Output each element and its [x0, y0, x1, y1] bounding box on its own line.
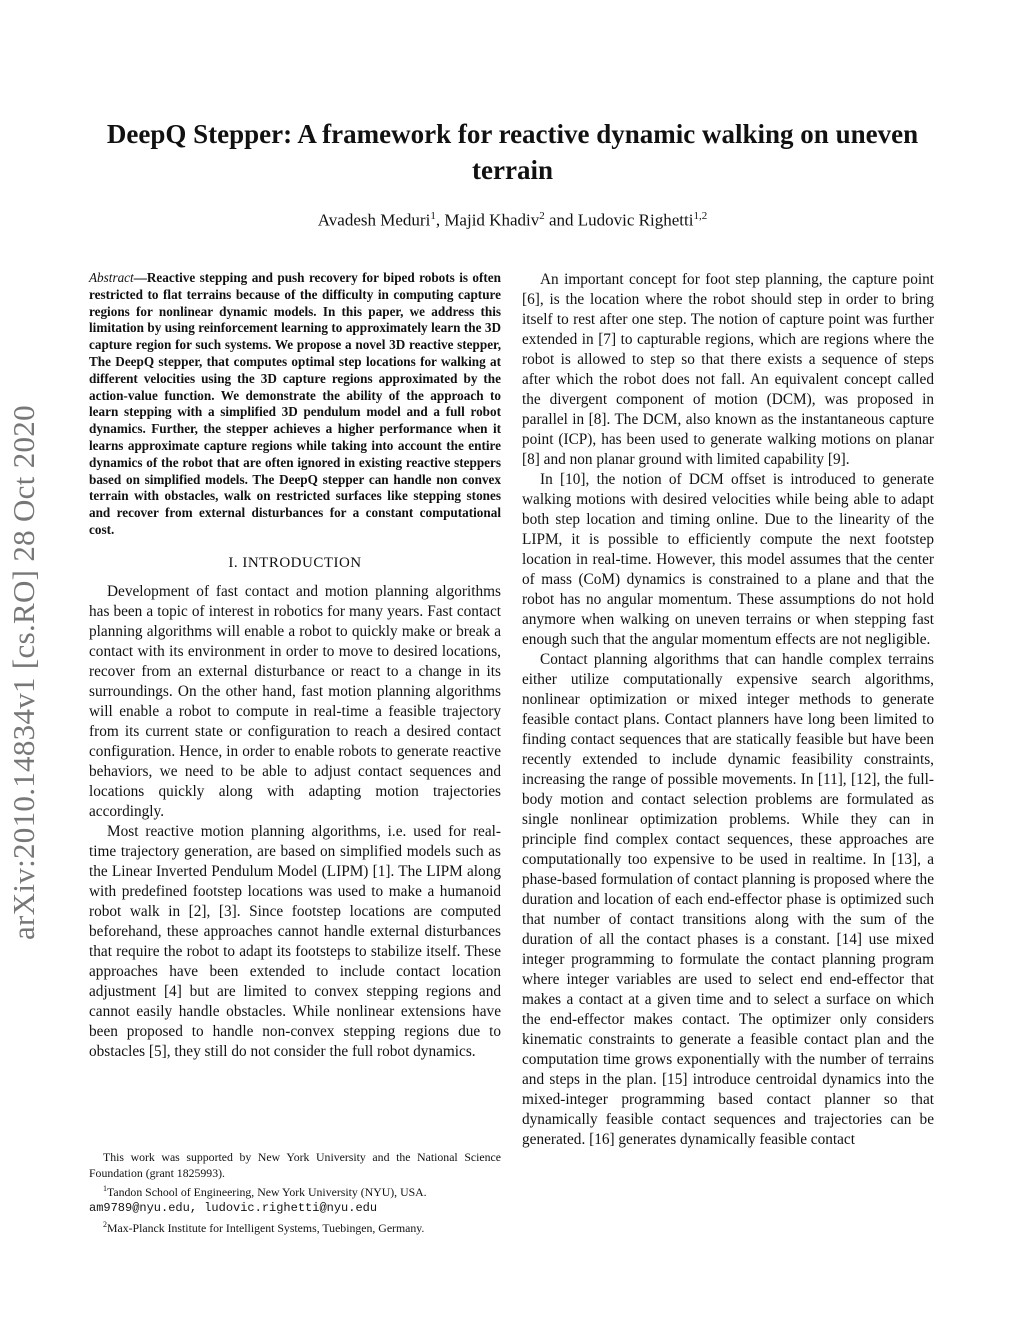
paragraph: An important concept for foot step planning, the capture point [6], is the location where the robot should step in order to bring itself to rest after one step. The notion of capture point was further extended in [7] to capturable regions, which are regions where the robot is allowed to step so that there exists a sequence of steps after which the robot does not fall. An equivalent concept called the divergent component of motion (DCM), was proposed in parallel in [8]. The DCM, also known as the instantaneous capture point (ICP), has been used to generate walking motions on planar [8] and non planar ground with limited capability [9]. [522, 271, 934, 468]
abstract-dash: — [133, 270, 147, 285]
affiliation-mark: 2 [103, 1219, 107, 1229]
author-name: , Majid Khadiv [435, 210, 540, 230]
affiliation-note [89, 1217, 501, 1236]
paragraph: In [10], the notion of DCM offset is introduced to generate walking motions with desired velocities while being able to adapt both step location and timing online. Due to the linearity of the LIPM, it is possible to efficiently compute the next footstep location in real-time. However, this model assumes that the center of mass (CoM) dynamics is constrained to a plane and that the robot has no angular momentum. These assumptions do not hold anymore when walking on uneven terrains or when stepping fast enough such that the angular momentum effects are not negligible. [522, 471, 934, 648]
author-name: Avadesh Meduri [317, 210, 431, 230]
affiliation-mark: 1 [103, 1184, 107, 1193]
footnotes [89, 1150, 501, 1236]
arxiv-stamp: arXiv:2010.14834v1 [cs.RO] 28 Oct 2020 [6, 405, 41, 940]
affiliation-mark: 1,2 [693, 210, 708, 222]
affiliation-note [89, 1181, 501, 1200]
paper-title: DeepQ Stepper: A framework for reactive dynamic walking on uneven terrain [106, 119, 919, 185]
author-emails[interactable]: am9789@nyu.edu, ludovic.righetti@nyu.edu [89, 1201, 378, 1216]
author-line [90, 210, 935, 231]
affiliation-mark: 2 [539, 210, 545, 222]
author-name: and Ludovic Righetti [544, 210, 694, 230]
paragraph: Most reactive motion planning algorithms, i.e. used for real-time trajectory generation, are based on simplified models such as the Linear Inverted Pendulum Model (LIPM) [1]. The LIPM along with predefined footstep locations was used to make a humanoid robot walk in [2], [3]. Since footstep locations are computed beforehand, these approaches cannot handle external disturbances that require the robot to adapt its footsteps to stabilize itself. These approaches have been extended to include contact location adjustment [4] but are limited to convex stepping regions and cannot easily handle obstacles. While nonlinear extensions have been proposed to handle non-convex stepping regions due to obstacles [5], they still do not consider the full robot dynamics. [89, 822, 501, 1060]
abstract [89, 270, 501, 539]
left-column [89, 270, 501, 1062]
affiliation-text: Tandon School of Engineering, New York University (NYU), USA. [107, 1184, 427, 1199]
paragraph: Development of fast contact and motion planning algorithms has been a topic of interest in robotics for many years. Fast contact planning algorithms will enable a robot to quickly make or break a contact with its environment in order to move to desired locations, recover from an external disturbance or react to a change in its surroundings. On the other hand, fast motion planning algorithms will enable a robot to compute in real-time a feasible trajectory from its current state or configuration to reach a desired contact configuration. Hence, in order to enable robots to generate reactive behaviors, we need to be able to adjust contact sequences and locations quickly along with adapting motion trajectories accordingly. [89, 582, 501, 820]
section-heading: I. INTRODUCTION [228, 554, 362, 571]
funding-note: This work was supported by New York University and the National Science Foundation (grant 1825993). [89, 1150, 501, 1180]
abstract-label: Abstract [89, 270, 134, 285]
abstract-text: Reactive stepping and push recovery for biped robots is often restricted to flat terrains because of the difficulty in computing capture regions for nonlinear dynamic models. In this paper, we address this limitation by using reinforcement learning to approximately learn the 3D capture region for such systems. We propose a novel 3D reactive stepper, The DeepQ stepper, that computes optimal step locations for walking at different velocities using the 3D capture regions approximated by the action-value function. We demonstrate the ability of the approach to learn stepping with a simplified 3D pendulum model and a full robot dynamics. Further, the stepper achieves a higher performance when it learns approximate capture regions while taking into account the entire dynamics of the robot that are often ignored in existing reactive steppers based on simplified models. The DeepQ stepper can handle non convex terrain with obstacles, walk on restricted surfaces like stepping stones and recover from external disturbances for a constant computational cost. [89, 270, 501, 537]
email-line [89, 1200, 501, 1217]
paragraph: Contact planning algorithms that can handle complex terrains either utilize computationally expensive search algorithms, nonlinear optimization or mixed integer methods to generate feasible contact plans. Contact planners have long been limited to finding contact sequences that are statically feasible but have been recently extended to include dynamic feasibility constraints, increasing the range of possible movements. In [11], [12], the full-body motion and contact selection problems are formulated as single nonlinear optimization problems. While they can in principle find complex contact sequences, these approaches are computationally too expensive to be used in realtime. In [13], a phase-based formulation of contact planning is proposed where the duration and location of each end-effector phase is optimized such that number of contact transitions along with the sum of the duration of all the contact phases is a constant. [14] use mixed integer programming to formulate the contact planning program where integer variables are used to select end end-effector that makes a contact at a given time and to select a surface on which the end-effector makes contact. The optimizer only considers kinematic constraints to generate a feasible contact plan and the computation time grows exponentially with the number of terrains and steps in the plan. [15] introduce centroidal dynamics into the mixed-integer programming based contact planner so that dynamically feasible contact sequences and trajectories can be generated. [16] generates dynamically feasible contact [522, 651, 934, 1148]
affiliation-text: Max-Planck Institute for Intelligent Systems, Tuebingen, Germany. [107, 1220, 425, 1235]
affiliation-mark: 1 [430, 210, 436, 222]
right-column [522, 270, 934, 1150]
